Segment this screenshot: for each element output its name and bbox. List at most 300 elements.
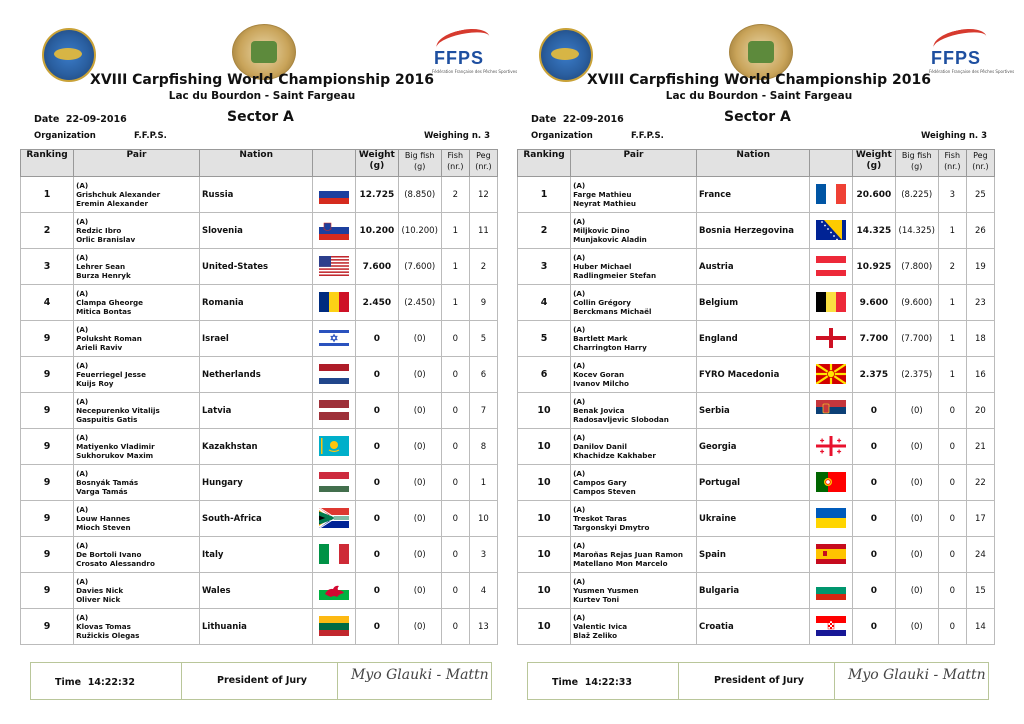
pair-cell: [74, 501, 200, 537]
spain-flag-icon: [816, 544, 846, 564]
nation-cell: Netherlands: [199, 357, 312, 393]
table-row: [518, 393, 995, 429]
serbia-flag-icon: [816, 400, 846, 420]
angler-name: Arieli Raviv: [76, 343, 123, 352]
flag-cell: [810, 537, 853, 573]
weight-cell: 2.375: [853, 357, 896, 393]
pair-cell: [571, 609, 697, 645]
organization-label: Organization: [34, 131, 96, 141]
bigfish-cell: (7.700): [895, 321, 938, 357]
pair-group: (A): [76, 361, 89, 370]
pair-cell: [74, 537, 200, 573]
belgium-flag-icon: [816, 292, 846, 312]
nation-cell: Serbia: [696, 393, 809, 429]
table-row: [21, 501, 498, 537]
nation-cell: Russia: [199, 177, 312, 213]
results-table: [517, 149, 995, 645]
bigfish-cell: (0): [895, 573, 938, 609]
weight-cell: 10.925: [853, 249, 896, 285]
angler-name: Collin Grégory: [573, 298, 631, 307]
peg-cell: 24: [966, 537, 994, 573]
lithuania-flag-icon: [319, 616, 349, 636]
pair-cell: [571, 177, 697, 213]
table-row: [21, 537, 498, 573]
flag-cell: [313, 573, 356, 609]
time-value: 14:22:32: [87, 677, 135, 688]
ranking-cell: 9: [21, 429, 74, 465]
ranking-cell: 1: [518, 177, 571, 213]
pair-group: (A): [573, 217, 586, 226]
weight-cell: 0: [356, 573, 399, 609]
fish-count-cell: 0: [441, 501, 469, 537]
sector-title: Sector A: [227, 109, 294, 125]
pair-cell: [571, 249, 697, 285]
president-label: President of Jury: [217, 675, 307, 686]
angler-name: Treskot Taras: [573, 514, 627, 523]
col-ranking: Ranking: [518, 150, 571, 177]
angler-name: Bartlett Mark: [573, 334, 628, 343]
footer-box: [30, 662, 492, 700]
pair-cell: [74, 393, 200, 429]
ffps-logo-text: FFPS: [434, 48, 485, 68]
pair-group: (A): [76, 289, 89, 298]
angler-name: Matiyenko Vladimir: [76, 442, 155, 451]
england-flag-icon: [816, 328, 846, 348]
bigfish-cell: (8.850): [398, 177, 441, 213]
time-label: Time: [552, 677, 579, 688]
slovenia-flag-icon: [319, 220, 349, 240]
pair-group: (A): [76, 469, 89, 478]
angler-name: Kuijs Roy: [76, 379, 114, 388]
weight-cell: 7.700: [853, 321, 896, 357]
pair-cell: [74, 285, 200, 321]
fish-count-cell: 0: [938, 465, 966, 501]
flag-cell: [810, 321, 853, 357]
fish-count-cell: 0: [938, 609, 966, 645]
angler-name: Campos Gary: [573, 478, 627, 487]
fish-count-cell: 0: [938, 393, 966, 429]
results-body: [518, 177, 995, 645]
pair-group: (A): [573, 577, 586, 586]
bigfish-cell: (0): [895, 537, 938, 573]
bigfish-cell: (0): [398, 573, 441, 609]
col-nation: Nation: [199, 150, 312, 177]
signature: Myo Glauki - Mattn: [351, 667, 489, 683]
col-fish: Fish (nr.): [441, 150, 469, 177]
fish-count-cell: 0: [441, 537, 469, 573]
angler-name: Matellano Mon Marcelo: [573, 559, 668, 568]
ranking-cell: 9: [21, 321, 74, 357]
angler-name: Charrington Harry: [573, 343, 647, 352]
ffps-logo-subtitle: Fédération Française des Pêches Sportives: [929, 69, 1015, 74]
bigfish-cell: (9.600): [895, 285, 938, 321]
fish-count-cell: 1: [938, 213, 966, 249]
results-sheet: [517, 0, 1015, 724]
weighing-number: Weighing n. 3: [920, 131, 987, 141]
table-row: [518, 501, 995, 537]
fish-count-cell: 1: [441, 213, 469, 249]
pair-cell: [571, 393, 697, 429]
pair-group: (A): [573, 541, 586, 550]
flag-cell: [313, 213, 356, 249]
pair-group: (A): [76, 325, 89, 334]
austria-flag-icon: [816, 256, 846, 276]
angler-name: Bosnyák Tamás: [76, 478, 139, 487]
peg-cell: 3: [469, 537, 497, 573]
flag-cell: [810, 213, 853, 249]
peg-cell: 5: [469, 321, 497, 357]
nation-cell: Georgia: [696, 429, 809, 465]
pair-group: (A): [76, 541, 89, 550]
angler-name: Grishchuk Alexander: [76, 190, 161, 199]
romania-flag-icon: [319, 292, 349, 312]
angler-name: Mioch Steven: [76, 523, 131, 532]
table-row: [518, 321, 995, 357]
ranking-cell: 6: [518, 357, 571, 393]
angler-name: De Bortoli Ivano: [76, 550, 142, 559]
ranking-cell: 10: [518, 609, 571, 645]
ranking-cell: 5: [518, 321, 571, 357]
peg-cell: 7: [469, 393, 497, 429]
angler-name: Danilov Danil: [573, 442, 627, 451]
table-row: [21, 285, 498, 321]
angler-name: Sukhorukov Maxim: [76, 451, 154, 460]
angler-name: Gaspuitis Gatis: [76, 415, 138, 424]
angler-name: Valentic Ivica: [573, 622, 628, 631]
col-flag: [810, 150, 853, 177]
table-row: [518, 573, 995, 609]
wales-flag-icon: [319, 580, 349, 600]
flag-cell: [810, 501, 853, 537]
flag-cell: [313, 465, 356, 501]
peg-cell: 15: [966, 573, 994, 609]
table-header-row: [518, 150, 995, 177]
fish-count-cell: 0: [441, 429, 469, 465]
page-title: XVIII Carpfishing World Championship 2016: [587, 72, 931, 88]
table-row: [21, 357, 498, 393]
weight-cell: 0: [853, 573, 896, 609]
table-row: [518, 429, 995, 465]
bigfish-cell: (0): [398, 393, 441, 429]
angler-name: Kocev Goran: [573, 370, 625, 379]
ranking-cell: 9: [21, 501, 74, 537]
flag-cell: [313, 285, 356, 321]
macedonia-flag-icon: [816, 364, 846, 384]
angler-name: Eremin Alexander: [76, 199, 149, 208]
footer-divider: [181, 663, 182, 699]
nation-cell: FYRO Macedonia: [696, 357, 809, 393]
results-table: [20, 149, 498, 645]
angler-name: Crosato Alessandro: [76, 559, 155, 568]
weight-cell: 0: [853, 465, 896, 501]
pair-cell: [571, 501, 697, 537]
weight-cell: 10.200: [356, 213, 399, 249]
kazakhstan-flag-icon: [319, 436, 349, 456]
table-row: [21, 393, 498, 429]
organization-label: Organization: [531, 131, 593, 141]
ranking-cell: 3: [21, 249, 74, 285]
table-row: [518, 357, 995, 393]
flag-cell: [313, 177, 356, 213]
ffps-logo-text: FFPS: [931, 48, 982, 68]
southafrica-flag-icon: [319, 508, 349, 528]
angler-name: Neyrat Mathieu: [573, 199, 636, 208]
weight-cell: 20.600: [853, 177, 896, 213]
col-peg: Peg (nr.): [469, 150, 497, 177]
table-row: [21, 573, 498, 609]
angler-name: Orlic Branislav: [76, 235, 136, 244]
flag-cell: [810, 177, 853, 213]
fish-count-cell: 1: [938, 357, 966, 393]
nation-cell: France: [696, 177, 809, 213]
pair-cell: [74, 573, 200, 609]
nation-cell: Portugal: [696, 465, 809, 501]
col-weight: Weight (g): [356, 150, 399, 177]
footer-divider: [678, 663, 679, 699]
flag-cell: [810, 429, 853, 465]
weight-cell: 12.725: [356, 177, 399, 213]
pair-group: (A): [76, 397, 89, 406]
weight-cell: 0: [853, 501, 896, 537]
pair-cell: [571, 537, 697, 573]
table-row: [518, 465, 995, 501]
nation-cell: Bulgaria: [696, 573, 809, 609]
pair-cell: [571, 429, 697, 465]
ranking-cell: 3: [518, 249, 571, 285]
angler-name: Ružickis Olegas: [76, 631, 140, 640]
ffps-logo: [432, 28, 518, 76]
weight-cell: 0: [356, 357, 399, 393]
angler-name: Mitica Bontas: [76, 307, 132, 316]
weight-cell: 0: [853, 393, 896, 429]
nation-cell: South-Africa: [199, 501, 312, 537]
angler-name: Ivanov Milcho: [573, 379, 629, 388]
angler-name: Redzic Ibro: [76, 226, 122, 235]
fish-count-cell: 2: [938, 249, 966, 285]
date-field: [34, 114, 127, 125]
nation-cell: Italy: [199, 537, 312, 573]
usa-flag-icon: [319, 256, 349, 276]
peg-cell: 11: [469, 213, 497, 249]
col-bigfish: Big fish (g): [398, 150, 441, 177]
angler-name: Radosavljevic Slobodan: [573, 415, 669, 424]
pair-group: (A): [573, 289, 586, 298]
time-field: [55, 677, 135, 688]
nation-cell: Lithuania: [199, 609, 312, 645]
table-row: [518, 285, 995, 321]
angler-name: Klovas Tomas: [76, 622, 131, 631]
angler-name: Lehrer Sean: [76, 262, 126, 271]
president-label: President of Jury: [714, 675, 804, 686]
ranking-cell: 9: [21, 573, 74, 609]
angler-name: Clampa Gheorge: [76, 298, 144, 307]
russia-flag-icon: [319, 184, 349, 204]
ranking-cell: 2: [518, 213, 571, 249]
pair-group: (A): [573, 325, 586, 334]
nation-cell: Romania: [199, 285, 312, 321]
angler-name: Huber Michael: [573, 262, 632, 271]
angler-name: Blaž Zeliko: [573, 631, 618, 640]
table-row: [21, 609, 498, 645]
table-row: [21, 177, 498, 213]
peg-cell: 6: [469, 357, 497, 393]
fish-count-cell: 0: [938, 501, 966, 537]
nation-cell: Kazakhstan: [199, 429, 312, 465]
peg-cell: 12: [469, 177, 497, 213]
angler-name: Burza Henryk: [76, 271, 131, 280]
pair-cell: [74, 429, 200, 465]
peg-cell: 23: [966, 285, 994, 321]
col-ranking: Ranking: [21, 150, 74, 177]
flag-cell: [313, 537, 356, 573]
pair-group: (A): [76, 613, 89, 622]
ranking-cell: 9: [21, 609, 74, 645]
angler-name: Varga Tamás: [76, 487, 128, 496]
col-weight: Weight (g): [853, 150, 896, 177]
table-row: [518, 249, 995, 285]
ranking-cell: 9: [21, 393, 74, 429]
sector-title: Sector A: [724, 109, 791, 125]
angler-name: Miljkovic Dino: [573, 226, 630, 235]
ranking-cell: 10: [518, 501, 571, 537]
fish-count-cell: 2: [441, 177, 469, 213]
time-value: 14:22:33: [584, 677, 632, 688]
pair-cell: [571, 285, 697, 321]
table-row: [21, 465, 498, 501]
france-flag-icon: [816, 184, 846, 204]
flag-cell: [313, 501, 356, 537]
pair-group: (A): [76, 253, 89, 262]
bigfish-cell: (0): [398, 537, 441, 573]
bigfish-cell: (0): [398, 429, 441, 465]
weight-cell: 0: [356, 537, 399, 573]
ranking-cell: 2: [21, 213, 74, 249]
bulgaria-flag-icon: [816, 580, 846, 600]
pair-group: (A): [573, 505, 586, 514]
pair-cell: [74, 609, 200, 645]
page-subtitle: Lac du Bourdon - Saint Fargeau: [168, 90, 356, 102]
fish-count-cell: 0: [938, 537, 966, 573]
weight-cell: 7.600: [356, 249, 399, 285]
georgia-flag-icon: [816, 436, 846, 456]
peg-cell: 19: [966, 249, 994, 285]
fish-count-cell: 0: [441, 321, 469, 357]
signature: Myo Glauki - Mattn: [848, 667, 986, 683]
date-label: Date: [531, 114, 557, 125]
flag-cell: [810, 249, 853, 285]
flag-cell: [810, 573, 853, 609]
ffps-logo: [929, 28, 1015, 76]
weight-cell: 0: [853, 537, 896, 573]
fish-count-cell: 0: [938, 573, 966, 609]
pair-cell: [571, 465, 697, 501]
ranking-cell: 4: [21, 285, 74, 321]
fish-count-cell: 0: [938, 429, 966, 465]
peg-cell: 4: [469, 573, 497, 609]
fish-count-cell: 0: [441, 357, 469, 393]
pair-cell: [74, 177, 200, 213]
pair-cell: [571, 213, 697, 249]
angler-name: Targonskyi Dmytro: [573, 523, 650, 532]
date-label: Date: [34, 114, 60, 125]
flag-cell: [810, 609, 853, 645]
flag-cell: [313, 429, 356, 465]
pair-cell: [74, 249, 200, 285]
footer-box: [527, 662, 989, 700]
peg-cell: 2: [469, 249, 497, 285]
col-nation: Nation: [696, 150, 809, 177]
fish-count-cell: 0: [441, 573, 469, 609]
bigfish-cell: (7.800): [895, 249, 938, 285]
angler-name: Berckmans Michaël: [573, 307, 652, 316]
angler-name: Campos Steven: [573, 487, 636, 496]
table-row: [518, 213, 995, 249]
flag-cell: [313, 393, 356, 429]
angler-name: Farge Mathieu: [573, 190, 632, 199]
page-subtitle: Lac du Bourdon - Saint Fargeau: [665, 90, 853, 102]
flag-cell: [313, 609, 356, 645]
ranking-cell: 9: [21, 465, 74, 501]
pair-group: (A): [573, 433, 586, 442]
col-flag: [313, 150, 356, 177]
ranking-cell: 1: [21, 177, 74, 213]
nation-cell: Ukraine: [696, 501, 809, 537]
nation-cell: Bosnia Herzegovina: [696, 213, 809, 249]
italy-flag-icon: [319, 544, 349, 564]
weight-cell: 2.450: [356, 285, 399, 321]
peg-cell: 8: [469, 429, 497, 465]
peg-cell: 16: [966, 357, 994, 393]
peg-cell: 18: [966, 321, 994, 357]
pair-group: (A): [573, 361, 586, 370]
flag-cell: [810, 393, 853, 429]
nation-cell: England: [696, 321, 809, 357]
weight-cell: 14.325: [853, 213, 896, 249]
bigfish-cell: (0): [895, 609, 938, 645]
col-bigfish: Big fish (g): [895, 150, 938, 177]
time-field: [552, 677, 632, 688]
pair-group: (A): [76, 433, 89, 442]
nation-cell: Israel: [199, 321, 312, 357]
nation-cell: Latvia: [199, 393, 312, 429]
peg-cell: 14: [966, 609, 994, 645]
peg-cell: 13: [469, 609, 497, 645]
pair-group: (A): [573, 469, 586, 478]
angler-name: Maroñas Rejas Juan Ramon: [573, 550, 683, 559]
ranking-cell: 9: [21, 357, 74, 393]
ranking-cell: 9: [21, 537, 74, 573]
pair-cell: [74, 213, 200, 249]
angler-name: Davies Nick: [76, 586, 124, 595]
weight-cell: 0: [356, 501, 399, 537]
table-row: [518, 609, 995, 645]
ranking-cell: 10: [518, 573, 571, 609]
pair-cell: [571, 357, 697, 393]
col-fish: Fish (nr.): [938, 150, 966, 177]
table-row: [21, 213, 498, 249]
footer-divider: [834, 663, 835, 699]
weight-cell: 0: [356, 321, 399, 357]
fish-count-cell: 3: [938, 177, 966, 213]
bigfish-cell: (0): [895, 465, 938, 501]
pair-group: (A): [573, 253, 586, 262]
pair-group: (A): [573, 181, 586, 190]
ranking-cell: 4: [518, 285, 571, 321]
nation-cell: United-States: [199, 249, 312, 285]
bigfish-cell: (8.225): [895, 177, 938, 213]
pair-group: (A): [573, 397, 586, 406]
time-label: Time: [55, 677, 82, 688]
